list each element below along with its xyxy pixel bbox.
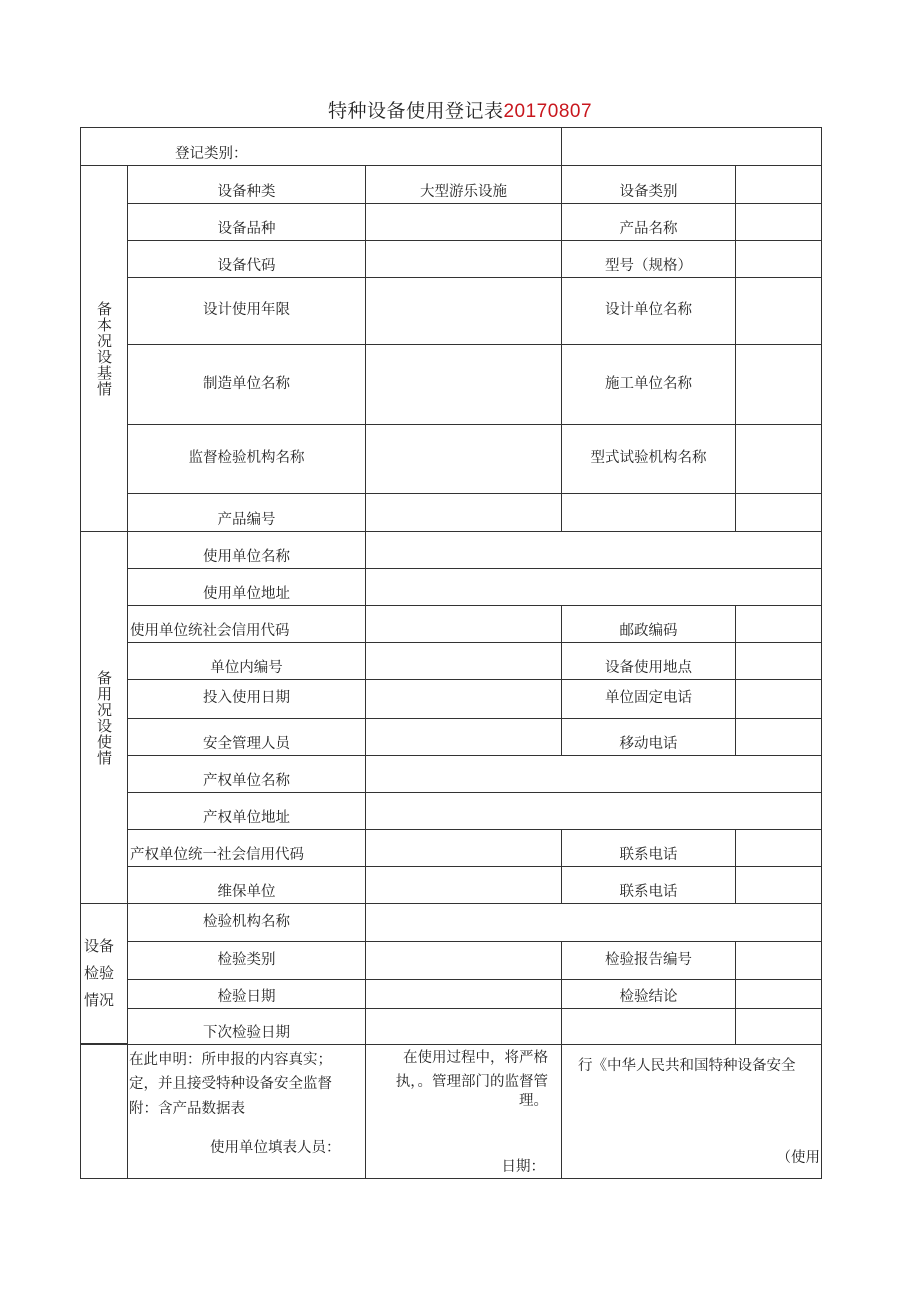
inspection-date-value[interactable] bbox=[365, 979, 562, 1009]
supervision-agency-text: 监督检验机构名称 bbox=[188, 450, 305, 467]
use-unit-name-label bbox=[127, 531, 366, 569]
model-label bbox=[561, 240, 736, 278]
inspection-section-line: 检验 bbox=[84, 964, 115, 982]
internal-no-value[interactable] bbox=[365, 642, 562, 680]
next-inspection-date-text: 下次检验日期 bbox=[203, 1024, 290, 1041]
mobile-value[interactable] bbox=[735, 718, 822, 756]
inspection-date-text: 检验日期 bbox=[217, 988, 276, 1005]
construction-unit-value[interactable] bbox=[735, 344, 822, 425]
type-test-agency-value[interactable] bbox=[735, 424, 822, 494]
postcode-label bbox=[561, 605, 736, 643]
use-location-label bbox=[561, 642, 736, 680]
basic-info-section-text: 备本况设基情 bbox=[95, 300, 113, 397]
declaration-date-label: 日期： bbox=[501, 1159, 545, 1175]
equip-type-value-text: 大型游乐设施 bbox=[420, 183, 507, 200]
contact-phone2-text: 联系电话 bbox=[619, 883, 678, 900]
report-no-value[interactable] bbox=[735, 941, 822, 980]
contact-phone2-value[interactable] bbox=[735, 866, 822, 904]
inspection-section-line: 设备 bbox=[84, 937, 115, 955]
declaration-attachment: 附：含产品数据表 bbox=[129, 1101, 245, 1117]
owner-address-text: 产权单位地址 bbox=[203, 809, 290, 826]
blank-cell bbox=[561, 1008, 736, 1045]
inspection-category-value[interactable] bbox=[365, 941, 562, 980]
declaration-right-cell bbox=[561, 1044, 822, 1179]
registration-category-cell bbox=[80, 127, 562, 166]
registration-category-value[interactable] bbox=[561, 127, 822, 166]
blank-cell[interactable] bbox=[735, 1008, 822, 1045]
safety-manager-text: 安全管理人员 bbox=[203, 735, 290, 752]
declaration-line: 在此申明：所申报的内容真实； bbox=[129, 1052, 332, 1068]
declaration-left-cell bbox=[127, 1044, 366, 1179]
fixed-phone-text: 单位固定电话 bbox=[605, 690, 692, 707]
design-unit-text: 设计单位名称 bbox=[605, 302, 692, 319]
contact-phone2-label bbox=[561, 866, 736, 904]
declaration-line: 定，并且接受特种设备安全监督 bbox=[129, 1076, 332, 1092]
declaration-middle-line: 执，。管理部门的监督管 bbox=[395, 1074, 548, 1090]
registration-form bbox=[80, 127, 822, 1179]
product-name-text: 产品名称 bbox=[619, 220, 678, 237]
product-no-value[interactable] bbox=[365, 493, 562, 532]
equip-category-value[interactable] bbox=[735, 165, 822, 204]
owner-name-text: 产权单位名称 bbox=[203, 772, 290, 789]
use-unit-address-value[interactable] bbox=[365, 568, 822, 606]
use-unit-address-text: 使用单位地址 bbox=[203, 585, 290, 602]
owner-credit-text: 产权单位统一社会信用代码 bbox=[130, 846, 304, 863]
model-value[interactable] bbox=[735, 240, 822, 278]
variety-label bbox=[127, 203, 366, 241]
equip-code-label bbox=[127, 240, 366, 278]
use-unit-address-label bbox=[127, 568, 366, 606]
equip-code-value[interactable] bbox=[365, 240, 562, 278]
basic-info-section-label bbox=[80, 165, 128, 532]
design-unit-label bbox=[561, 277, 736, 345]
conclusion-label bbox=[561, 979, 736, 1009]
use-location-text: 设备使用地点 bbox=[605, 659, 692, 676]
design-unit-value[interactable] bbox=[735, 277, 822, 345]
title-main: 特种设备使用登记表 bbox=[327, 100, 504, 122]
next-inspection-date-label bbox=[127, 1008, 366, 1045]
supervision-agency-value[interactable] bbox=[365, 424, 562, 494]
declaration-blank-cell bbox=[80, 1044, 128, 1179]
mobile-label bbox=[561, 718, 736, 756]
manufacturer-text: 制造单位名称 bbox=[203, 375, 290, 392]
postcode-value[interactable] bbox=[735, 605, 822, 643]
inspection-agency-text: 检验机构名称 bbox=[203, 913, 290, 930]
product-name-label bbox=[561, 203, 736, 241]
usage-section-text: 备用况设使情 bbox=[95, 669, 113, 766]
credit-code-text: 使用单位统社会信用代码 bbox=[130, 622, 290, 639]
report-no-text: 检验报告编号 bbox=[605, 951, 692, 968]
fixed-phone-value[interactable] bbox=[735, 679, 822, 719]
owner-credit-label bbox=[127, 829, 366, 867]
declaration-middle-cell bbox=[365, 1044, 562, 1179]
product-no-label bbox=[127, 493, 366, 532]
design-life-value[interactable] bbox=[365, 277, 562, 345]
equip-type-label bbox=[127, 165, 366, 204]
equip-code-text: 设备代码 bbox=[217, 257, 276, 274]
inspection-category-text: 检验类别 bbox=[217, 951, 276, 968]
type-test-agency-label bbox=[561, 424, 736, 494]
declaration-middle-line: 在使用过程中，将严格 bbox=[403, 1050, 548, 1066]
start-date-text: 投入使用日期 bbox=[203, 690, 290, 707]
equip-type-value[interactable] bbox=[365, 165, 562, 204]
use-unit-name-text: 使用单位名称 bbox=[203, 548, 290, 565]
credit-code-label bbox=[127, 605, 366, 643]
inspection-section-label bbox=[80, 903, 128, 1044]
maintenance-unit-label bbox=[127, 866, 366, 904]
usage-section-label bbox=[80, 531, 128, 904]
maintenance-unit-text: 维保单位 bbox=[217, 883, 276, 900]
manufacturer-label bbox=[127, 344, 366, 425]
maintenance-unit-value[interactable] bbox=[365, 866, 562, 904]
owner-address-value[interactable] bbox=[365, 792, 822, 830]
internal-no-label bbox=[127, 642, 366, 680]
owner-credit-value[interactable] bbox=[365, 829, 562, 867]
owner-name-label bbox=[127, 755, 366, 793]
safety-manager-label bbox=[127, 718, 366, 756]
inspection-date-label bbox=[127, 979, 366, 1009]
start-date-value[interactable] bbox=[365, 679, 562, 719]
inspection-category-label bbox=[127, 941, 366, 980]
start-date-label bbox=[127, 679, 366, 719]
owner-name-value[interactable] bbox=[365, 755, 822, 793]
supervision-agency-label bbox=[127, 424, 366, 494]
internal-no-text: 单位内编号 bbox=[210, 659, 283, 676]
blank-cell[interactable] bbox=[735, 493, 822, 532]
inspection-section-line: 情况 bbox=[84, 991, 115, 1009]
inspection-agency-label bbox=[127, 903, 366, 942]
variety-text: 设备品种 bbox=[217, 220, 276, 237]
blank-cell bbox=[561, 493, 736, 532]
equip-category-text: 设备类别 bbox=[619, 183, 678, 200]
contact-phone-value[interactable] bbox=[735, 829, 822, 867]
contact-phone-label bbox=[561, 829, 736, 867]
postcode-text: 邮政编码 bbox=[619, 622, 678, 639]
credit-code-value[interactable] bbox=[365, 605, 562, 643]
conclusion-value[interactable] bbox=[735, 979, 822, 1009]
variety-value[interactable] bbox=[365, 203, 562, 241]
fixed-phone-label bbox=[561, 679, 736, 719]
equip-category-label bbox=[561, 165, 736, 204]
product-name-value[interactable] bbox=[735, 203, 822, 241]
use-location-value[interactable] bbox=[735, 642, 822, 680]
declaration-right-line: 行《中华人民共和国特种设备安全 bbox=[578, 1058, 796, 1074]
construction-unit-text: 施工单位名称 bbox=[605, 375, 692, 392]
construction-unit-label bbox=[561, 344, 736, 425]
manufacturer-value[interactable] bbox=[365, 344, 562, 425]
inspection-agency-value[interactable] bbox=[365, 903, 822, 942]
next-inspection-date-value[interactable] bbox=[365, 1008, 562, 1045]
type-test-agency-text: 型式试验机构名称 bbox=[590, 450, 707, 467]
conclusion-text: 检验结论 bbox=[619, 988, 678, 1005]
use-unit-name-value[interactable] bbox=[365, 531, 822, 569]
registration-category-label: 登记类别： bbox=[175, 145, 248, 162]
page-title bbox=[0, 96, 920, 123]
declaration-right-line: （使用 bbox=[776, 1150, 820, 1166]
title-number: 20170807 bbox=[503, 101, 593, 122]
design-life-text: 设计使用年限 bbox=[203, 302, 290, 319]
report-no-label bbox=[561, 941, 736, 980]
equip-type-text: 设备种类 bbox=[217, 183, 276, 200]
declaration-middle-line: 理。 bbox=[519, 1093, 548, 1109]
mobile-text: 移动电话 bbox=[619, 735, 678, 752]
safety-manager-value[interactable] bbox=[365, 718, 562, 756]
owner-address-label bbox=[127, 792, 366, 830]
filler-signature-label: 使用单位填表人员： bbox=[210, 1140, 341, 1156]
design-life-label bbox=[127, 277, 366, 345]
product-no-text: 产品编号 bbox=[217, 511, 276, 528]
contact-phone-text: 联系电话 bbox=[619, 846, 678, 863]
model-text: 型号（规格） bbox=[605, 257, 692, 274]
